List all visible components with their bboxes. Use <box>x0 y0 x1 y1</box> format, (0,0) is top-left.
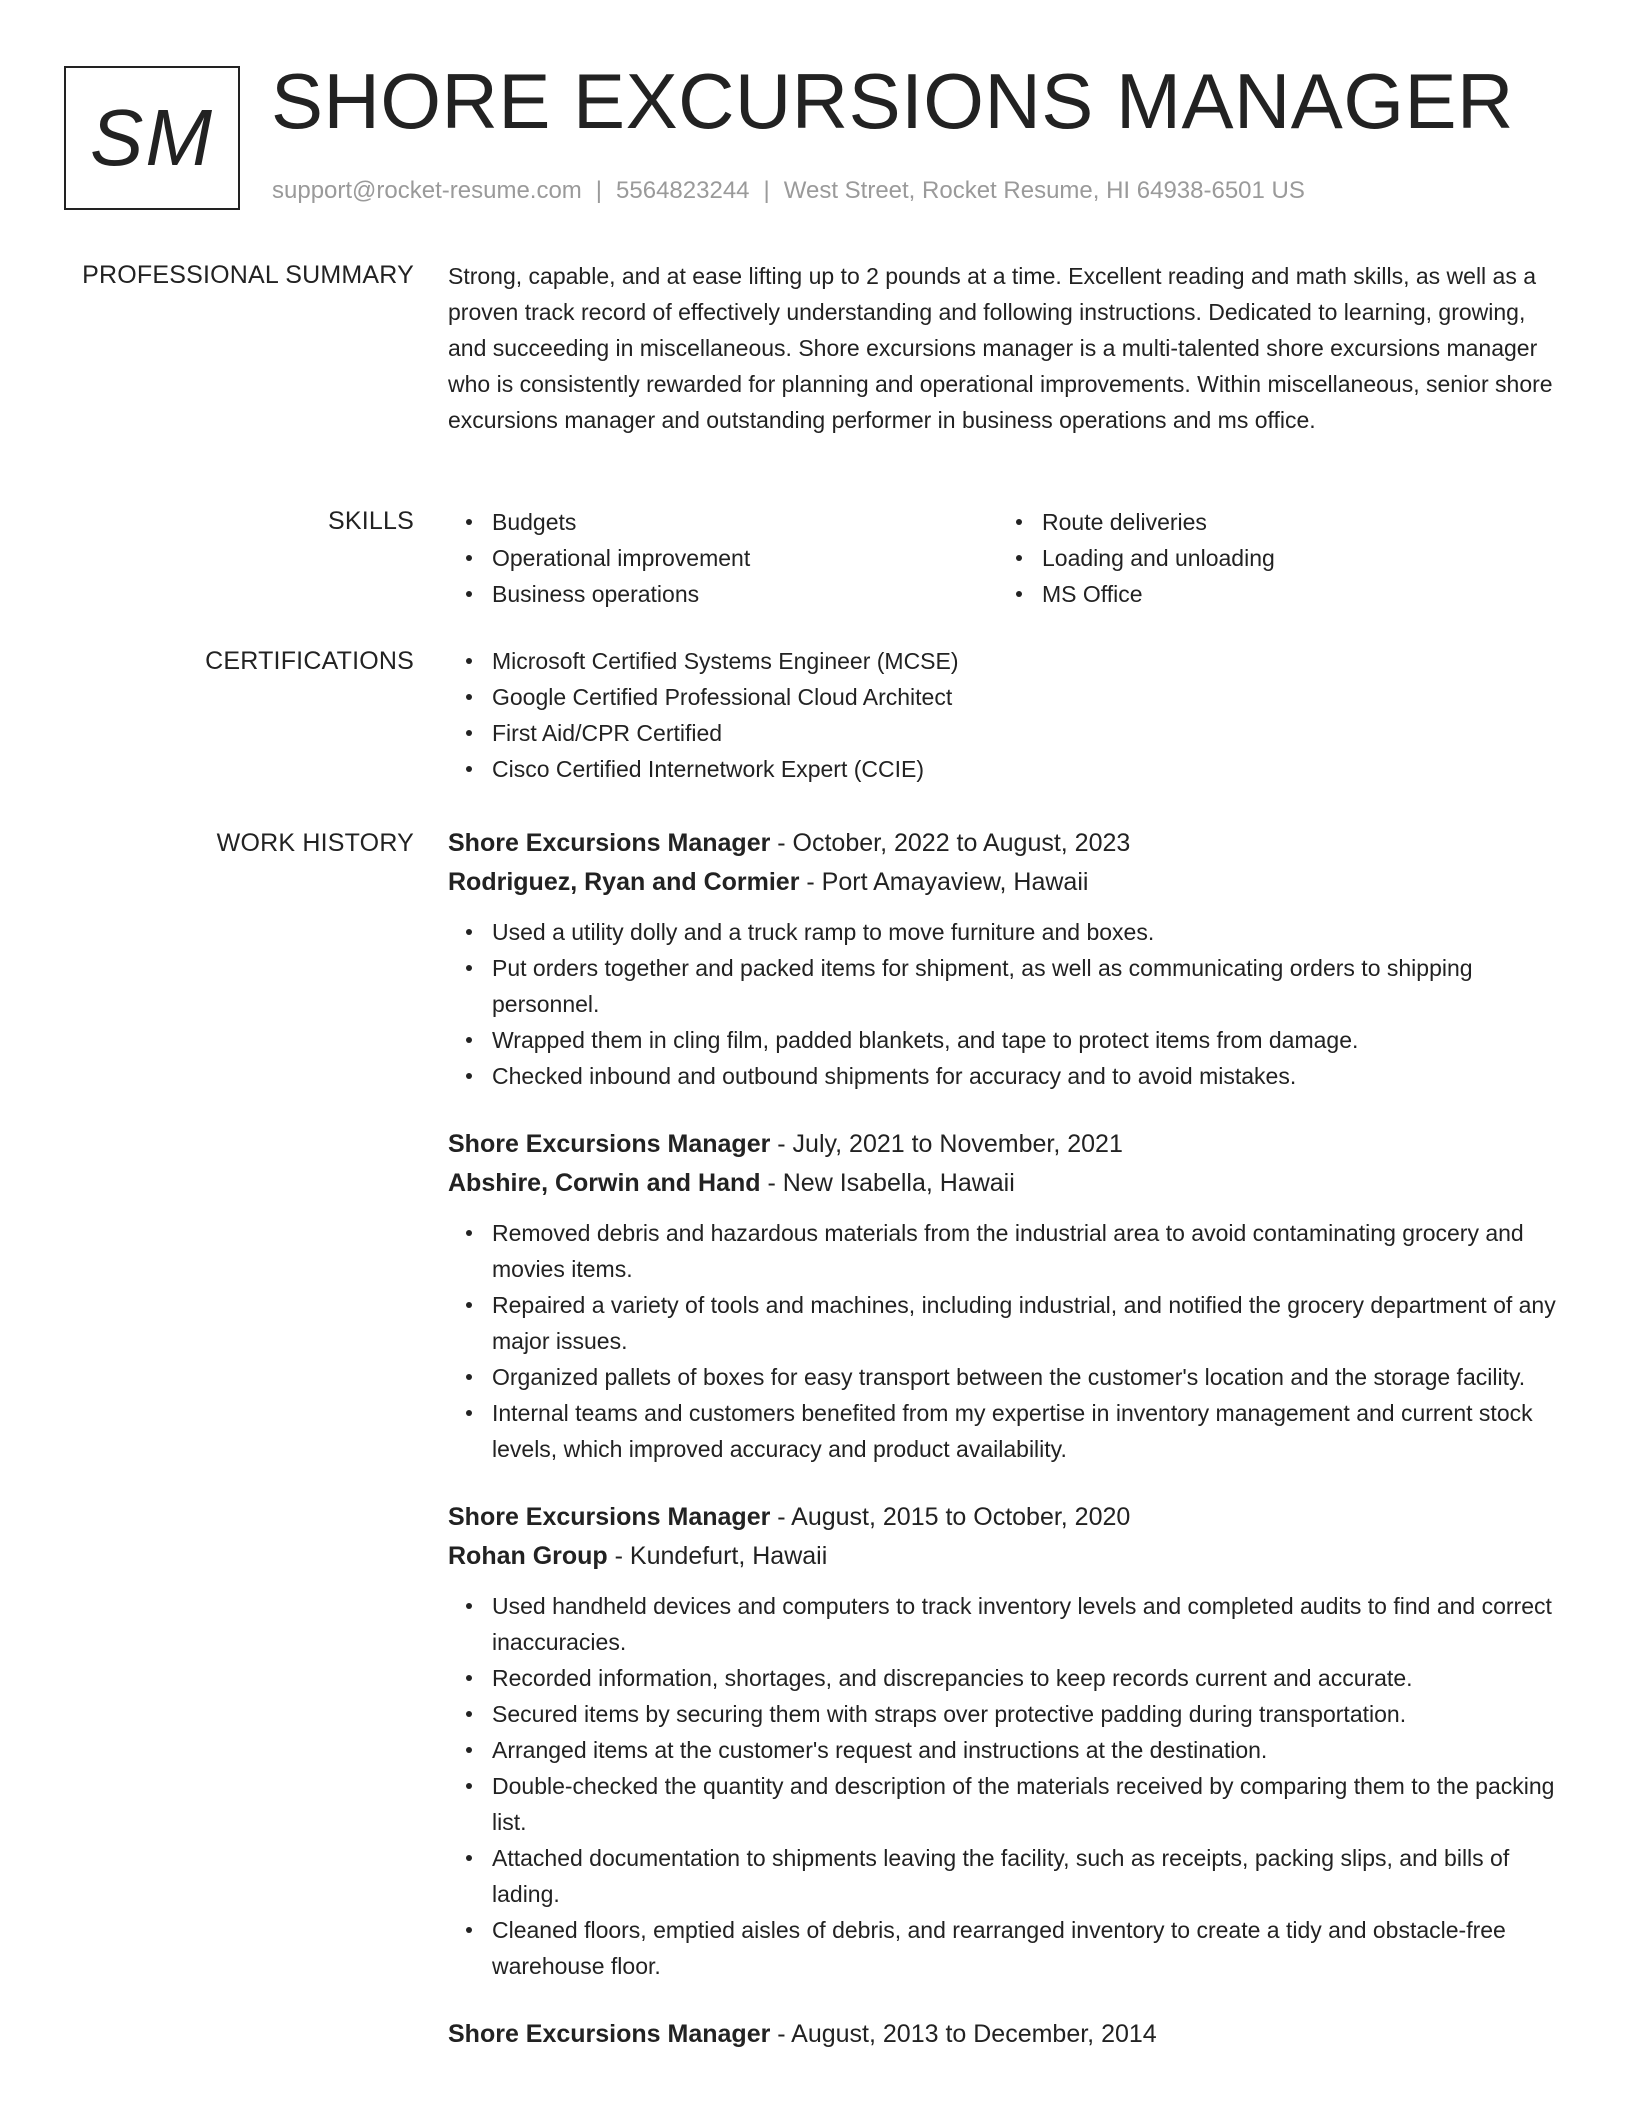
job-company-line <box>448 863 1568 902</box>
skill-item: Budgets <box>448 504 998 540</box>
job-duty: Recorded information, shortages, and discrepancies to keep records current and accurate. <box>448 1660 1568 1696</box>
job-dates: - October, 2022 to August, 2023 <box>770 829 1131 857</box>
certification-item: Microsoft Certified Systems Engineer (MCSE) <box>448 643 1568 679</box>
job-duty: Secured items by securing them with straps over protective padding during transportation. <box>448 1696 1568 1732</box>
job-duty: Attached documentation to shipments leaving the facility, such as receipts, packing slips, and bills of lading. <box>448 1840 1568 1912</box>
certification-item: Google Certified Professional Cloud Architect <box>448 679 1568 715</box>
monogram: SM <box>64 66 240 210</box>
job-duties-list <box>448 1215 1568 1467</box>
job-entry <box>448 824 1568 1094</box>
skill-item: Operational improvement <box>448 540 998 576</box>
job-duty: Cleaned floors, emptied aisles of debris, and rearranged inventory to create a tidy and obstacle-free warehouse floor. <box>448 1912 1568 1984</box>
job-location: - Port Amayaview, Hawaii <box>799 868 1089 896</box>
job-duty: Removed debris and hazardous materials from the industrial area to avoid contaminating grocery and movies items. <box>448 1215 1568 1287</box>
contact-line <box>272 174 1305 208</box>
skill-item: Route deliveries <box>998 504 1548 540</box>
skill-item: MS Office <box>998 576 1548 612</box>
job-company-line <box>448 1537 1568 1576</box>
job-duty: Double-checked the quantity and description of the materials received by comparing them to the packing list. <box>448 1768 1568 1840</box>
job-duty: Repaired a variety of tools and machines, including industrial, and notified the grocery department of any major issues. <box>448 1287 1568 1359</box>
contact-separator: | <box>763 177 770 204</box>
job-title-line <box>448 824 1568 863</box>
job-duty: Used handheld devices and computers to track inventory levels and completed audits to find and correct inaccuracies. <box>448 1588 1568 1660</box>
section-label-skills: SKILLS <box>328 507 414 535</box>
certifications-body <box>448 643 1568 787</box>
job-duty: Put orders together and packed items for shipment, as well as communicating orders to shipping personnel. <box>448 950 1568 1022</box>
section-label-summary: PROFESSIONAL SUMMARY <box>82 261 414 289</box>
section-label-certifications: CERTIFICATIONS <box>205 647 414 675</box>
job-title-line <box>448 1125 1568 1164</box>
job-entry <box>448 1498 1568 1984</box>
skill-item: Loading and unloading <box>998 540 1548 576</box>
job-title: Shore Excursions Manager <box>448 1503 771 1531</box>
job-company-line <box>448 1164 1568 1203</box>
job-title-line <box>448 1498 1568 1537</box>
contact-separator: | <box>595 177 603 204</box>
job-dates: - August, 2015 to October, 2020 <box>770 1503 1131 1531</box>
skills-list-right <box>998 504 1548 612</box>
job-title: Shore Excursions Manager <box>448 829 771 857</box>
summary-text: Strong, capable, and at ease lifting up to 2 pounds at a time. Excellent reading and math skills, as well as a proven track record of effectively understanding and following instructions. Dedicated to learning, growing, and succeeding in miscellaneous. Shore excursions manager is a multi-talented shore excursions manager who is consistently rewarded for planning and operational improvements. Within miscellaneous, senior shore excursions manager and outstanding performer in business operations and ms office. <box>448 263 1553 433</box>
job-company: Rohan Group <box>448 1542 608 1570</box>
job-location: - New Isabella, Hawaii <box>760 1169 1015 1197</box>
job-duty: Organized pallets of boxes for easy transport between the customer's location and the storage facility. <box>448 1359 1568 1395</box>
job-duties-list <box>448 914 1568 1094</box>
job-company: Abshire, Corwin and Hand <box>448 1169 761 1197</box>
certifications-list <box>448 643 1568 787</box>
job-duty: Used a utility dolly and a truck ramp to move furniture and boxes. <box>448 914 1568 950</box>
contact-email: support@rocket-resume.com <box>272 177 582 204</box>
certification-item: First Aid/CPR Certified <box>448 715 1568 751</box>
job-dates: - August, 2013 to December, 2014 <box>770 2020 1157 2048</box>
section-label-work-history: WORK HISTORY <box>216 829 414 857</box>
skill-item: Business operations <box>448 576 998 612</box>
work-history-body <box>448 824 1568 2085</box>
job-duty: Arranged items at the customer's request and instructions at the destination. <box>448 1732 1568 1768</box>
job-entry <box>448 1125 1568 1467</box>
job-location: - Kundefurt, Hawaii <box>607 1542 828 1570</box>
contact-phone: 5564823244 <box>616 177 750 204</box>
job-duty: Checked inbound and outbound shipments for accuracy and to avoid mistakes. <box>448 1058 1568 1094</box>
job-duty: Internal teams and customers benefited from my expertise in inventory management and current stock levels, which improved accuracy and product availability. <box>448 1395 1568 1467</box>
skills-list-left <box>448 504 998 612</box>
skills-columns <box>448 504 1568 612</box>
summary-body <box>448 258 1568 438</box>
job-entry <box>448 2015 1568 2054</box>
job-title-line <box>448 2015 1568 2054</box>
job-dates: - July, 2021 to November, 2021 <box>770 1130 1123 1158</box>
job-title: Shore Excursions Manager <box>448 1130 771 1158</box>
job-duties-list <box>448 1588 1568 1984</box>
contact-address: West Street, Rocket Resume, HI 64938-6501 US <box>783 177 1305 204</box>
certification-item: Cisco Certified Internetwork Expert (CCIE) <box>448 751 1568 787</box>
job-duty: Wrapped them in cling film, padded blankets, and tape to protect items from damage. <box>448 1022 1568 1058</box>
resume-title: SHORE EXCURSIONS MANAGER <box>271 57 1514 145</box>
job-company: Rodriguez, Ryan and Cormier <box>448 868 800 896</box>
job-title: Shore Excursions Manager <box>448 2020 771 2048</box>
skills-body <box>448 504 1568 612</box>
